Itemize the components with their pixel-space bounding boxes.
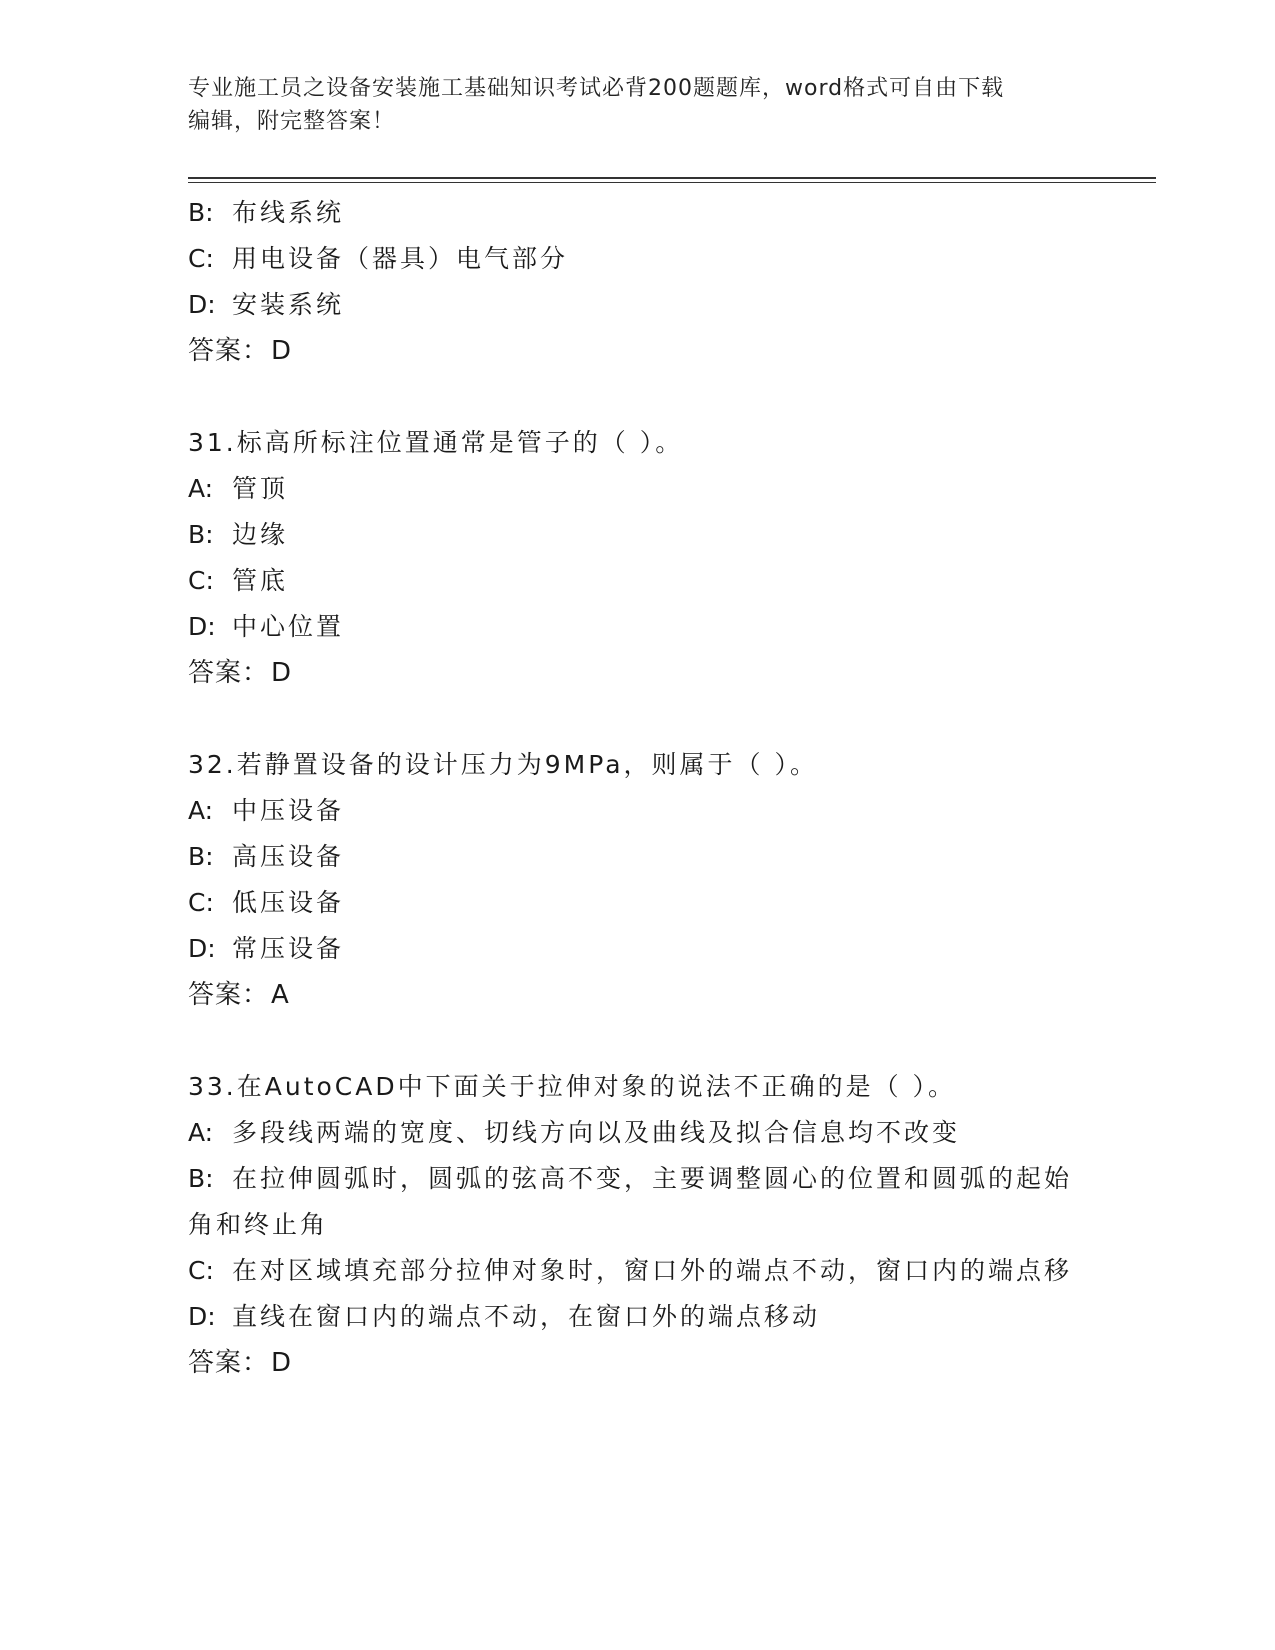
option-key: C: (188, 566, 214, 595)
option-b (188, 1156, 1088, 1248)
option-key: B: (188, 1164, 214, 1193)
answer-label: 答案： (188, 980, 270, 1010)
option-key: B: (188, 198, 214, 227)
option-text: 管顶 (232, 474, 289, 503)
option-key: A: (188, 1118, 214, 1147)
option-text: 直线在窗口内的端点不动，在窗口外的端点移动 (232, 1302, 821, 1331)
answer-value: D (271, 336, 293, 366)
spacer (188, 1018, 1088, 1064)
option-key: C: (188, 888, 214, 917)
answer-value: D (271, 1348, 293, 1378)
option-key: A: (188, 796, 214, 825)
document-header (188, 72, 1088, 138)
option-text: 管底 (232, 566, 289, 595)
option-key: A: (188, 474, 214, 503)
question-block-continued (188, 190, 1088, 374)
option-text: 中心位置 (232, 612, 345, 641)
header-divider-thin (188, 182, 1156, 183)
spacer (188, 374, 1088, 420)
option-text: 多段线两端的宽度、切线方向以及曲线及拟合信息均不改变 (232, 1118, 961, 1147)
question-block-31 (188, 420, 1088, 696)
option-text: 低压设备 (232, 888, 345, 917)
option-key: B: (188, 520, 214, 549)
header-title-line-2: 编辑，附完整答案！ (188, 109, 396, 134)
question-block-33 (188, 1064, 1088, 1386)
option-c (188, 880, 1088, 926)
option-text: 在拉伸圆弧时，圆弧的弦高不变，主要调整圆心的位置和圆弧的起始角和终止角 (188, 1164, 1073, 1239)
question-list (188, 190, 1088, 1386)
option-text: 在对区域填充部分拉伸对象时，窗口外的端点不动，窗口内的端点移 (232, 1256, 1073, 1285)
option-key: D: (188, 612, 216, 641)
option-d (188, 926, 1088, 972)
header-title-line-1: 专业施工员之设备安装施工基础知识考试必背200题题库，word格式可自由下载 (188, 76, 1005, 101)
question-title: 33.在AutoCAD中下面关于拉伸对象的说法不正确的是（ ）。 (188, 1072, 957, 1101)
option-text: 布线系统 (232, 198, 345, 227)
answer-line (188, 1340, 1088, 1386)
option-key: D: (188, 1302, 216, 1331)
option-d (188, 282, 1088, 328)
option-text: 边缘 (232, 520, 289, 549)
option-key: C: (188, 244, 214, 273)
option-text: 用电设备（器具）电气部分 (232, 244, 569, 273)
option-b (188, 834, 1088, 880)
option-key: D: (188, 934, 216, 963)
answer-value: A (271, 980, 290, 1010)
option-d (188, 604, 1088, 650)
option-text: 常压设备 (232, 934, 345, 963)
option-d (188, 1294, 1088, 1340)
question-title: 31.标高所标注位置通常是管子的（ ）。 (188, 428, 684, 457)
option-a (188, 466, 1088, 512)
option-a (188, 788, 1088, 834)
option-a (188, 1110, 1088, 1156)
answer-label: 答案： (188, 336, 270, 366)
option-key: D: (188, 290, 216, 319)
option-c (188, 558, 1088, 604)
option-b (188, 512, 1088, 558)
header-divider-thick (188, 177, 1156, 179)
answer-line (188, 650, 1088, 696)
spacer (188, 696, 1088, 742)
question-block-32 (188, 742, 1088, 1018)
option-text: 中压设备 (232, 796, 345, 825)
option-key: B: (188, 842, 214, 871)
answer-label: 答案： (188, 1348, 270, 1378)
answer-line (188, 972, 1088, 1018)
answer-line (188, 328, 1088, 374)
option-key: C: (188, 1256, 214, 1285)
option-c (188, 236, 1088, 282)
option-c (188, 1248, 1088, 1294)
option-b (188, 190, 1088, 236)
answer-label: 答案： (188, 658, 270, 688)
answer-value: D (271, 658, 293, 688)
question-title: 32.若静置设备的设计压力为9MPa，则属于（ ）。 (188, 750, 818, 779)
option-text: 安装系统 (232, 290, 345, 319)
option-text: 高压设备 (232, 842, 345, 871)
